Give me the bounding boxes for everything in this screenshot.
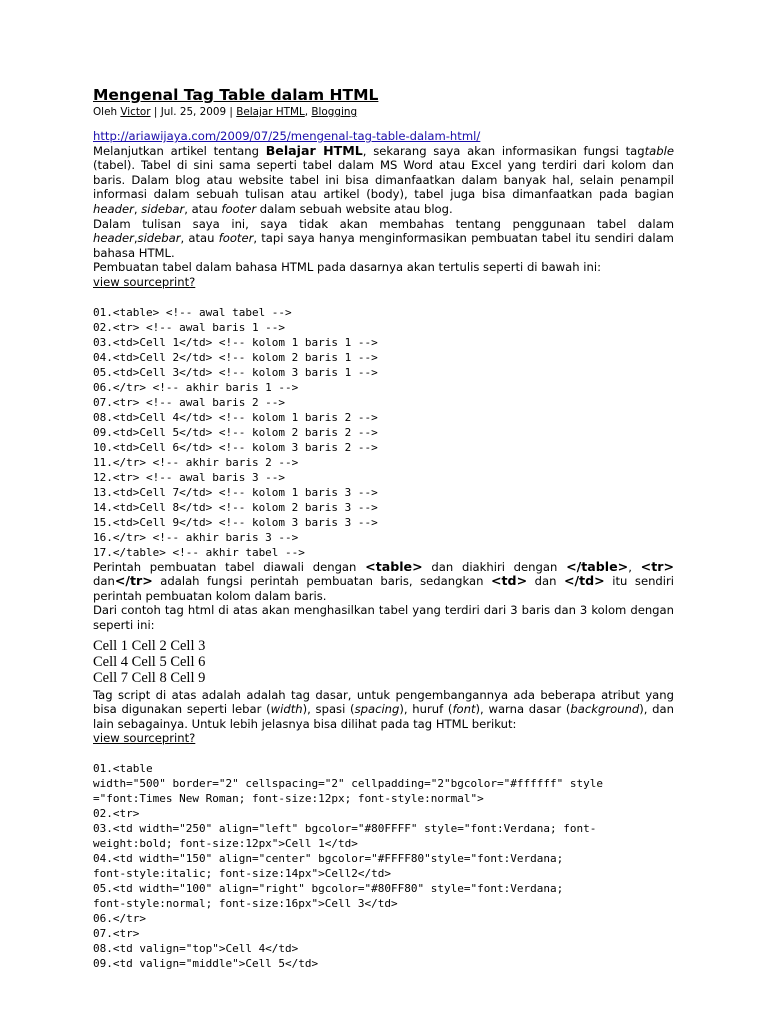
italic-text: footer: [221, 201, 257, 216]
text: dan diakhiri dengan: [422, 559, 567, 574]
meta-by: Oleh: [93, 106, 118, 118]
rendered-table-example: [93, 638, 674, 686]
text: Dalam tulisan saya ini, saya tidak akan membahas tentang penggunaan tabel dalam: [93, 216, 674, 231]
text: ), warna dasar (: [475, 702, 571, 717]
text: itu sendiri perintah pembuatan kolom dalam baris.: [93, 574, 675, 603]
text: , tapi saya hanya menginformasikan pembuatan tabel itu sendiri dalam bahasa HTML.: [93, 231, 674, 260]
bold-tag: </tr>: [114, 573, 153, 589]
author-link[interactable]: Victor: [120, 106, 151, 118]
code-line: 08.<td>Cell 4</td> <!-- kolom 1 baris 2 -->: [93, 410, 378, 424]
article-url-link[interactable]: [93, 129, 674, 144]
code-line: 05.<td>Cell 3</td> <!-- kolom 3 baris 1 -->: [93, 365, 378, 379]
code-line: 01.<table> <!-- awal tabel -->: [93, 305, 292, 319]
text: dan: [93, 574, 115, 589]
code-line: ="font:Times New Roman; font-size:12px; font-style:normal">: [93, 791, 484, 805]
paragraph-result: Dari contoh tag html di atas akan menghasilkan tabel yang terdiri dari 3 baris dan 3 kolom dengan seperti ini:: [93, 603, 674, 632]
code-line: width="500" border="2" cellspacing="2" cellpadding="2"bgcolor="#ffffff" style: [93, 776, 603, 790]
code-line: 02.<tr> <!-- awal baris 1 -->: [93, 320, 286, 334]
code-block-basic: [93, 290, 674, 560]
table-row: Cell 7 Cell 8 Cell 9: [93, 669, 206, 686]
meta-comma: ,: [304, 106, 309, 118]
code-line: 03.<td>Cell 1</td> <!-- kolom 1 baris 1 -->: [93, 335, 378, 349]
text: , sekarang saya akan informasikan fungsi tag: [362, 143, 645, 158]
paragraph-tag-explanation: [93, 560, 674, 604]
code-line: 07.<tr> <!-- awal baris 2 -->: [93, 395, 286, 409]
text: dalam sebuah website atau blog.: [256, 201, 453, 216]
page-title: Mengenal Tag Table dalam HTML: [93, 86, 379, 104]
italic-text: width: [270, 702, 303, 717]
view-source-link-2[interactable]: view sourceprint?: [93, 731, 196, 746]
code-line: 04.<td width="150" align="center" bgcolor="#FFFF80"style="font:Verdana;: [93, 851, 564, 865]
code-line: font-style:normal; font-size:16px">Cell 3</td>: [93, 896, 398, 910]
code-line: 03.<td width="250" align="left" bgcolor="#80FFFF" style="font:Verdana; font-: [93, 821, 597, 835]
category-link-belajar-html[interactable]: Belajar HTML: [236, 106, 305, 118]
bold-tag: <table>: [365, 558, 423, 574]
paragraph-intro: [93, 144, 674, 217]
text: Perintah pembuatan tabel diawali dengan: [93, 559, 366, 574]
code-line: 06.</tr>: [93, 911, 146, 925]
post-date: Jul. 25, 2009: [160, 106, 227, 118]
code-line: 14.<td>Cell 8</td> <!-- kolom 2 baris 3 -->: [93, 500, 378, 514]
view-source-link-1[interactable]: view sourceprint?: [93, 274, 196, 289]
code-line: 06.</tr> <!-- akhir baris 1 -->: [93, 380, 299, 394]
code-line: 17.</table> <!-- akhir tabel -->: [93, 545, 305, 559]
text: ), spasi (: [302, 702, 355, 717]
text: ), dan lain sebagainya. Untuk lebih jelasnya bisa dilihat pada tag HTML berikut:: [93, 702, 674, 731]
code-line: 10.<td>Cell 6</td> <!-- kolom 3 baris 2 -->: [93, 440, 378, 454]
italic-text: table: [644, 143, 675, 158]
code-line: 09.<td>Cell 5</td> <!-- kolom 2 baris 2 -->: [93, 425, 378, 439]
post-meta: [93, 105, 674, 119]
code-line: 01.<table: [93, 761, 153, 775]
bold-tag: <td>: [490, 573, 528, 589]
italic-text: footer: [218, 231, 254, 246]
code-line: 04.<td>Cell 2</td> <!-- kolom 2 baris 1 -->: [93, 350, 378, 364]
bold-tag: </table>: [566, 558, 629, 574]
text: adalah fungsi perintah pembuatan baris, sedangkan: [152, 574, 491, 589]
text: , atau: [184, 201, 222, 216]
category-link-blogging[interactable]: Blogging: [311, 106, 358, 118]
paragraph-scope: [93, 217, 674, 261]
table-row: Cell 4 Cell 5 Cell 6: [93, 653, 206, 670]
meta-separator: |: [229, 106, 233, 118]
code-block-attributes: [93, 746, 674, 971]
code-line: 15.<td>Cell 9</td> <!-- kolom 3 baris 3 -->: [93, 515, 378, 529]
italic-text: header: [93, 231, 134, 246]
text: Melanjutkan artikel tentang: [93, 143, 266, 158]
paragraph-basic-table: Pembuatan tabel dalam bahasa HTML pada dasarnya akan tertulis seperti di bawah ini:: [93, 260, 601, 275]
text: (tabel). Tabel di sini sama seperti tabel dalam MS Word atau Excel yang terdiri dari kolom dan baris. Dalam blog atau website tabel ini bisa dimanfaatkan dalam banyak hal, selain penampil informasi dalam sebuah tulisan atau artikel (body), tabel juga bisa dimanfaatkan pada bagian: [93, 158, 674, 202]
italic-text: font: [452, 702, 476, 717]
text: ), huruf (: [399, 702, 453, 717]
italic-text: header: [93, 201, 134, 216]
text: Tag script di atas adalah adalah tag dasar, untuk pengembangannya ada beberapa atribut yang bisa digunakan seperti lebar (: [93, 687, 674, 717]
italic-text: sidebar: [137, 231, 181, 246]
meta-separator: |: [153, 106, 158, 118]
code-line: 13.<td>Cell 7</td> <!-- kolom 1 baris 3 -->: [93, 485, 378, 499]
code-line: weight:bold; font-size:12px">Cell 1</td>: [93, 836, 358, 850]
text: ,: [133, 231, 138, 246]
italic-text: background: [570, 702, 640, 717]
italic-text: sidebar: [141, 201, 185, 216]
code-line: 09.<td valign="middle">Cell 5</td>: [93, 956, 319, 970]
code-line: 02.<tr>: [93, 806, 140, 820]
code-line: font-style:italic; font-size:14px">Cell2</td>: [93, 866, 392, 880]
code-line: 11.</tr> <!-- akhir baris 2 -->: [93, 455, 299, 469]
italic-text: spacing: [354, 702, 400, 717]
bold-tag: </td>: [564, 573, 605, 589]
code-line: 07.<tr>: [93, 926, 140, 940]
code-line: 12.<tr> <!-- awal baris 3 -->: [93, 470, 286, 484]
bold-tag: <tr>: [640, 558, 674, 574]
code-line: 08.<td valign="top">Cell 4</td>: [93, 941, 299, 955]
bold-text: Belajar HTML: [265, 142, 363, 158]
article-url: http://ariawijaya.com/2009/07/25/mengenal-tag-table-dalam-html/: [93, 129, 481, 143]
text: dan: [527, 574, 564, 589]
text: , atau: [180, 231, 219, 246]
text: ,: [628, 559, 641, 574]
code-line: 16.</tr> <!-- akhir baris 3 -->: [93, 530, 299, 544]
text: ,: [133, 201, 142, 216]
paragraph-attributes: [93, 688, 674, 732]
table-row: Cell 1 Cell 2 Cell 3: [93, 637, 206, 654]
code-line: 05.<td width="100" align="right" bgcolor="#80FF80" style="font:Verdana;: [93, 881, 564, 895]
